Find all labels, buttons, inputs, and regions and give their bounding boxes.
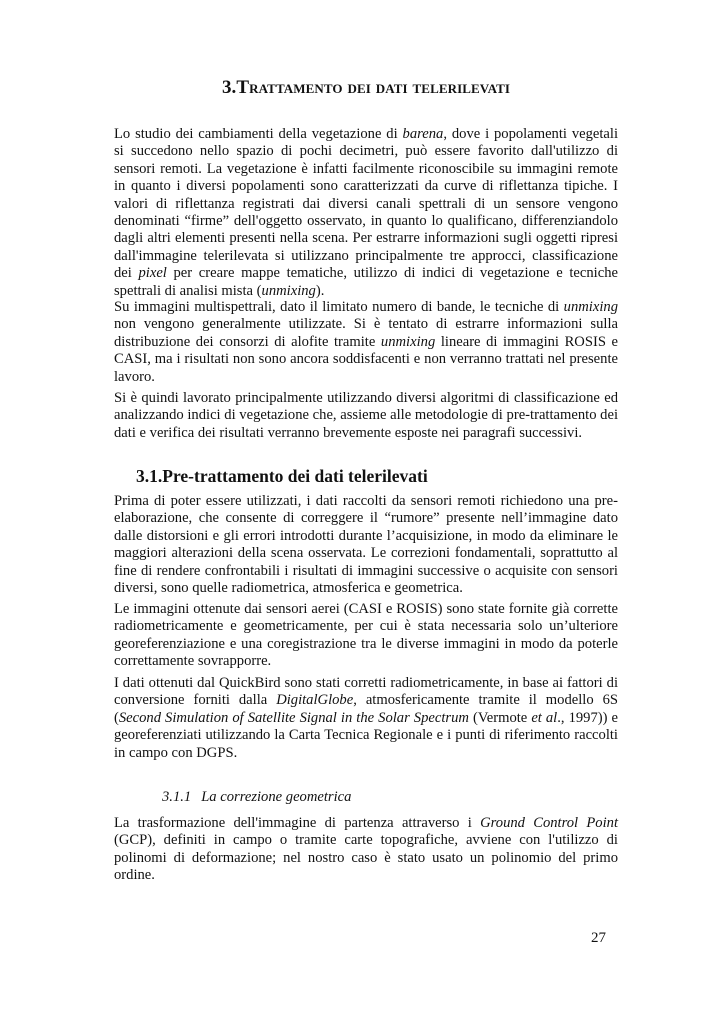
emphasis: unmixing xyxy=(563,299,618,315)
paragraph-preprocessing: Prima di poter essere utilizzati, i dati raccolti da sensori remoti richiedono una pre-elaborazione, che consente di correggere il “rumore” presente nell’immagine dato dalle distorsioni e gli errori introdotti durante l’acquisizione, in modo da eliminare le maggiori alterazioni della scena osservata. Le correzioni fondamentali, soprattutto al fine di rendere confrontabili i risultati di immagini successive o acquisite con sensori diversi, sono quelle radiometrica, atmosferica e geometrica. xyxy=(114,493,618,597)
text-run: (Vermote xyxy=(468,709,532,726)
text-run: non vengono generalmente utilizzate. Si è tentato di estrarre informazioni sulla distribuzione dei consorzi di alofite tramite xyxy=(114,316,618,350)
text-run: ., 1997)) e georeferenziati utilizzando la Carta Tecnica Regionale e i punti di riferimento raccolti in campo con DGPS. xyxy=(114,709,618,761)
section-title-3-1: 3.1.Pre-trattamento dei dati telerilevati xyxy=(136,466,428,486)
subsection-title-3-1-1 xyxy=(162,789,351,806)
paragraph-intro xyxy=(114,126,618,300)
paragraph-aerial-sensors: Le immagini ottenute dai sensori aerei (CASI e ROSIS) sono state fornite già corrette radiometricamente e geometricamente, per cui è stata necessaria solo un’ulteriore georeferenziazione e una coregistrazione tra le diverse immagini in modo da poterle correttamente sovrapporre. xyxy=(114,601,618,670)
text-run: La trasformazione dell'immagine di partenza attraverso i xyxy=(114,815,481,831)
emphasis: DigitalGlobe xyxy=(276,692,354,709)
text-run: (GCP), definiti in campo o tramite carte topografiche, avviene con l'utilizzo di polinomi di deformazione; nel nostro caso è stato usato un polinomio del primo ordine. xyxy=(114,832,618,884)
text-run: Su immagini multispettrali, dato il limitato numero di bande, le tecniche di xyxy=(114,299,564,315)
paragraph-geometric-correction xyxy=(114,815,618,885)
subsection-number: 3.1.1 xyxy=(162,789,192,805)
emphasis: unmixing xyxy=(380,333,436,350)
emphasis: unmixing xyxy=(261,282,316,299)
text-run: , atmosfericamente tramite il modello 6S ( xyxy=(114,692,618,726)
emphasis: et al xyxy=(531,709,558,726)
emphasis: pixel xyxy=(138,265,167,282)
emphasis: Ground Control Point xyxy=(480,815,619,831)
paragraph-quickbird xyxy=(114,675,618,762)
chapter-title: 3.Trattamento dei dati telerilevati xyxy=(221,77,511,98)
subsection-label: La correzione geometrica xyxy=(201,789,352,805)
paragraph-unmixing xyxy=(114,299,618,386)
emphasis: Second Simulation of Satellite Signal in the Solar Spectrum xyxy=(118,709,469,726)
page-number: 27 xyxy=(591,930,606,946)
text-run: I dati ottenuti dal QuickBird sono stati corretti radiometricamente, in base ai fattori di conversione forniti dalla xyxy=(114,675,618,709)
text-run: , dove i popolamenti vegetali si succedono nello spazio di pochi decimetri, può essere favorito dall'utilizzo di sensori remoti. La vegetazione è infatti facilmente riconoscibile su immagini remote in quanto i diversi popolamenti sono caratterizzati da curve di riflettanza tipiche. I valori di riflettanza registrati dai diversi canali spettrali di un sensore vengono denominati “firme” dell'oggetto osservato, in quanto lo qualificano, differenziandolo dagli altri elementi presenti nella scena. Per estrarre informazioni sugli oggetti ripresi dall'immagine telerilevata si utilizzano principalmente tre approcci, classificazione dei xyxy=(114,126,619,282)
text-run: ). xyxy=(315,282,325,299)
text-run: lineare di immagini ROSIS e CASI, ma i risultati non sono ancora soddisfacenti e non verranno trattati nel presente lavoro. xyxy=(114,333,618,385)
emphasis: barena xyxy=(402,126,444,142)
text-run: per creare mappe tematiche, utilizzo di indici di vegetazione e tecniche spettrali di analisi mista ( xyxy=(114,265,618,299)
text-run: Lo studio dei cambiamenti della vegetazione di xyxy=(114,126,403,142)
paragraph-methods: Si è quindi lavorato principalmente utilizzando diversi algoritmi di classificazione ed analizzando indici di vegetazione che, assieme alle metodologie di pre-trattamento dei dati e verifica dei risultati verranno brevemente esposte nei paragrafi successivi. xyxy=(114,390,618,441)
